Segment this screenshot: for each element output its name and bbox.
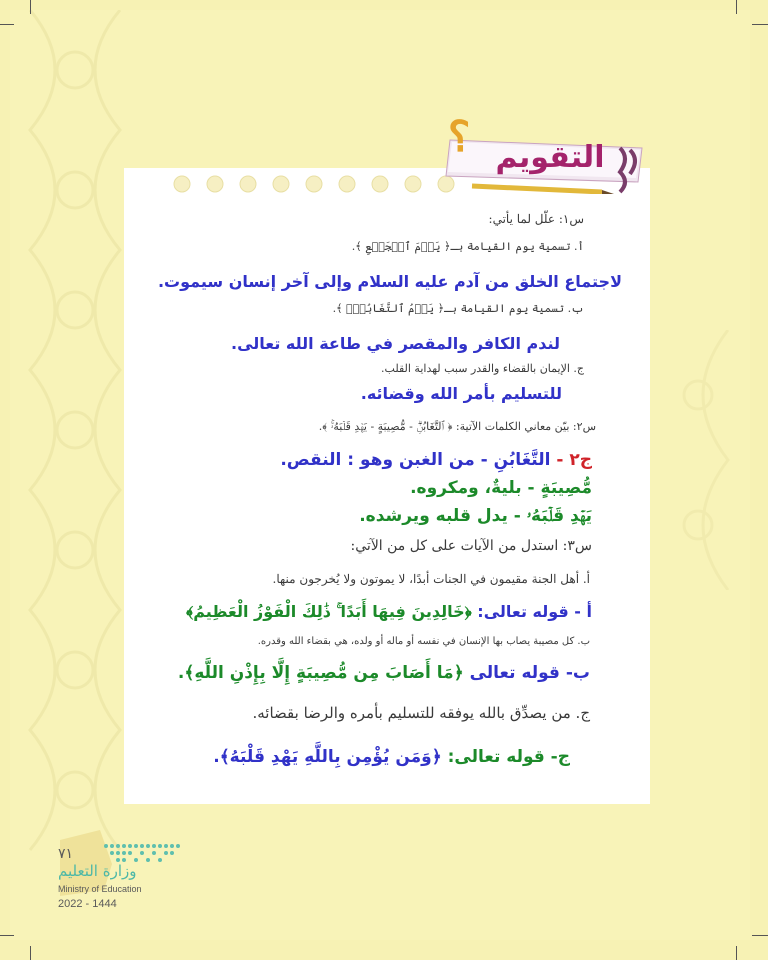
page-number: ٧١	[58, 846, 74, 862]
q2-prompt: س٢: بيّن معاني الكلمات الآتية: ﴿ ٱلتَّغَابُنِۗ - مُّصِيبَةٍ - يَهۡدِ قَلۡبَهُۥۚ ﴾.	[318, 420, 596, 433]
crop-mark	[736, 0, 737, 14]
crop-mark	[0, 935, 14, 936]
q3-c-label: ج. من يصدِّق بالله يوفقه للتسليم بأمره والرضا بقضائه.	[252, 704, 590, 722]
page-title: التقويم	[495, 140, 605, 175]
q1-b-label: ب. تسمية يوم القيامة بـ﴿ يَوۡمُ ٱلتَّغَابُنِۗ ﴾.	[332, 302, 584, 315]
ministry-name-ar: وزارة التعليم	[58, 862, 137, 880]
q3-c-answer-verse: ﴿وَمَن يُؤْمِن بِاللَّهِ يَهْدِ قَلْبَهُ﴾.	[213, 747, 442, 767]
edition-year: 2022 - 1444	[58, 898, 117, 910]
q3-prompt: س٣: استدل من الآيات على كل من الآتي:	[350, 538, 592, 554]
q2-answer-1-text: التَّغَابُنِ - من الغبن وهو : النقص.	[280, 450, 551, 470]
ministry-name-en: Ministry of Education	[58, 884, 142, 894]
q3-a-answer-prefix: أ - قوله تعالى:	[471, 602, 592, 621]
q2-answer-2: مُّصِيبَةٍ - بليةٌ، ومكروه.	[410, 478, 592, 498]
q3-b-answer	[178, 662, 590, 683]
q1-c-answer: للتسليم بأمر الله وقضائه.	[360, 384, 562, 403]
q1-prompt: س١: علّل لما يأتي:	[488, 212, 584, 226]
crop-mark	[736, 946, 737, 960]
q3-b-answer-verse: ﴿مَا أَصَابَ مِن مُّصِيبَةٍ إِلَّا بِإِذْنِ اللَّهِ﴾.	[177, 663, 464, 683]
q2-answer-1	[280, 450, 592, 470]
q3-c-answer-prefix: ج- قوله تعالى:	[441, 747, 570, 767]
q1-a-answer: لاجتماع الخلق من آدم عليه السلام وإلى آخر إنسان سيموت.	[157, 272, 622, 291]
crop-mark	[752, 24, 768, 25]
q1-a-label: أ. تسمية يوم القيامة بـ﴿ يَوۡمَ ٱلۡجَمۡعِ ﴾.	[351, 240, 584, 253]
q3-a-answer	[186, 602, 592, 622]
q3-c-answer	[213, 746, 570, 767]
q3-b-label: ب. كل مصيبة يصاب بها الإنسان في نفسه أو ماله أو ولده، هي بقضاء الله وقدره.	[257, 636, 590, 647]
question-mark-icon: ؟	[448, 112, 471, 161]
q3-a-answer-verse: ﴿خَالِدِينَ فِيهَا أَبَدًا ۚ ذَٰلِكَ الْفَوْزُ الْعَظِيمُ﴾	[186, 602, 472, 621]
notebook-rings	[168, 172, 468, 194]
ministry-logo	[60, 830, 190, 930]
decorative-pattern-right	[638, 330, 748, 590]
q2-answer-3: يَهۡدِ قَلۡبَهُۥ - يدل قلبه ويرشده.	[359, 506, 592, 526]
crop-mark	[30, 0, 31, 14]
crop-mark	[30, 946, 31, 960]
crop-mark	[0, 24, 14, 25]
q2-answer-prefix: ج٢ -	[550, 450, 592, 470]
crop-mark	[752, 935, 768, 936]
q1-b-answer: لندم الكافر والمقصر في طاعة الله تعالى.	[231, 334, 560, 353]
q1-c-label: ج. الإيمان بالقضاء والقدر سبب لهداية القلب.	[381, 362, 584, 375]
q3-b-answer-prefix: ب- قوله تعالى	[463, 663, 590, 683]
q3-a-label: أ. أهل الجنة مقيمون في الجنات أبدًا، لا يموتون ولا يُخرجون منها.	[272, 572, 590, 586]
